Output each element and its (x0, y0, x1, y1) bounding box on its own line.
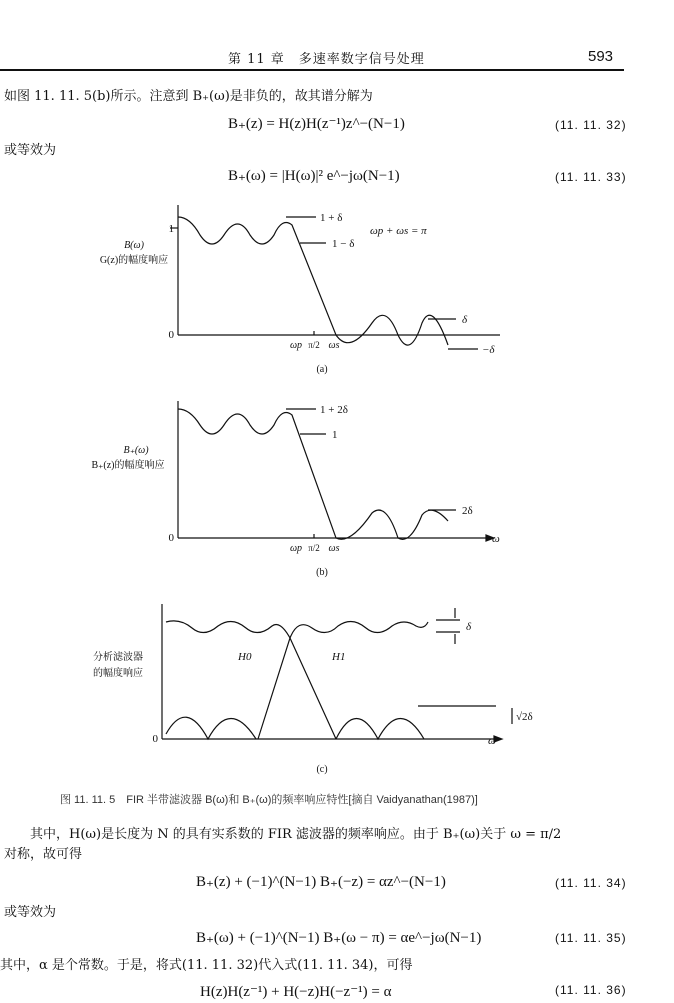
figure-c-h0-lobes (166, 717, 256, 739)
figure-a (0, 195, 674, 380)
figure-b (0, 395, 674, 585)
equation-11-11-33: B₊(ω) = |H(ω)|² e^−jω(N−1) (228, 168, 400, 184)
equation-11-11-32: B₊(z) = H(z)H(z⁻¹)z^−(N−1) (228, 116, 405, 132)
equation-11-11-35: B₊(ω) + (−1)^(N−1) B₊(ω − π) = αe^−jω(N−1) (196, 930, 482, 946)
running-header (0, 46, 674, 76)
figure-b-tick-0-label: 0 (168, 532, 174, 544)
chapter-title: 第 11 章 多速率数字信号处理 (228, 52, 425, 67)
figure-b-panel-label: (b) (316, 567, 328, 578)
paragraph-3-line-2: 对称，故可得 (4, 847, 83, 862)
figure-a-tick-1-label: 1 (168, 223, 174, 235)
figure-b-x-omega: ω (492, 533, 500, 545)
figure-a-panel-label: (a) (316, 364, 328, 375)
paragraph-3-line-1: 其中，H(ω)是长度为 N 的具有实系数的 FIR 滤波器的频率响应。由于 B₊(ω)关于 ω = π/2 (30, 827, 562, 842)
figure-a-ylabel-2: G(z)的幅度响应 (99, 255, 169, 266)
equation-number-33: (11. 11. 33) (555, 170, 627, 184)
paragraph-2: 或等效为 (4, 143, 57, 158)
figure-a-ylabel-1: B(ω) (124, 240, 144, 251)
figure-c-h0-curve (166, 621, 336, 739)
figure-a-relation: ωp + ωs = π (370, 225, 427, 237)
figure-b-label-2delta: 2δ (462, 505, 473, 517)
equation-11-11-34: B₊(z) + (−1)^(N−1) B₊(−z) = αz^−(N−1) (196, 874, 446, 890)
figure-c-label-h1: H1 (332, 651, 346, 663)
figure-c-x-omega: ω (488, 735, 496, 747)
figure-b-x-pi2: π/2 (308, 543, 320, 553)
equation-11-11-36: H(z)H(z⁻¹) + H(−z)H(−z⁻¹) = α (200, 984, 392, 1000)
figure-b-ylabel-2: B₊(z)的幅度响应 (91, 460, 165, 471)
figure-c-ylabel-2: 的幅度响应 (93, 668, 143, 679)
figure-a-label-lower: 1 − δ (332, 238, 355, 250)
figure-b-label-lower: 1 (332, 429, 338, 441)
equation-number-32: (11. 11. 32) (555, 118, 627, 132)
figure-a-x-pi2: π/2 (308, 340, 320, 350)
figure-a-tick-0-label: 0 (168, 329, 174, 341)
figure-a-label-upper: 1 + δ (320, 212, 343, 224)
page-number: 593 (588, 48, 614, 65)
figure-c-label-delta: δ (466, 621, 472, 633)
figure-b-ylabel-1: B₊(ω) (123, 445, 149, 456)
figure-a-label-neg-delta: −δ (482, 344, 495, 356)
figure-c (0, 598, 674, 778)
figure-b-x-ws: ωs (328, 543, 340, 554)
figure-b-response-curve (178, 409, 448, 539)
equation-number-34: (11. 11. 34) (555, 876, 627, 890)
paragraph-1: 如图 11. 11. 5(b)所示。注意到 B₊(ω)是非负的，故其谱分解为 (4, 89, 373, 104)
figure-c-h1-curve (258, 621, 428, 739)
figure-a-x-wp: ωp (289, 340, 303, 351)
figure-c-ylabel-1: 分析滤波器 (93, 652, 143, 663)
figure-c-label-h0: H0 (238, 651, 252, 663)
equation-number-36: (11. 11. 36) (555, 983, 627, 997)
equation-number-35: (11. 11. 35) (555, 931, 627, 945)
figure-c-label-sqrt: √2δ (516, 711, 533, 723)
figure-c-panel-label: (c) (316, 764, 328, 775)
header-rule (0, 69, 624, 71)
figure-a-x-ws: ωs (328, 340, 340, 351)
paragraph-5: 其中，α 是个常数。于是，将式(11. 11. 32)代入式(11. 11. 34)，可得 (0, 958, 413, 973)
paragraph-4: 或等效为 (4, 905, 57, 920)
figure-c-tick-0-label: 0 (152, 733, 158, 745)
figure-a-label-delta: δ (462, 314, 468, 326)
figure-caption: 图 11. 11. 5 FIR 半带滤波器 B(ω)和 B₊(ω)的频率响应特性[摘自 Vaidyanathan(1987)] (60, 794, 478, 806)
figure-b-x-wp: ωp (289, 543, 303, 554)
figure-c-h1-lobes (336, 719, 424, 740)
figure-b-label-upper: 1 + 2δ (320, 404, 348, 416)
